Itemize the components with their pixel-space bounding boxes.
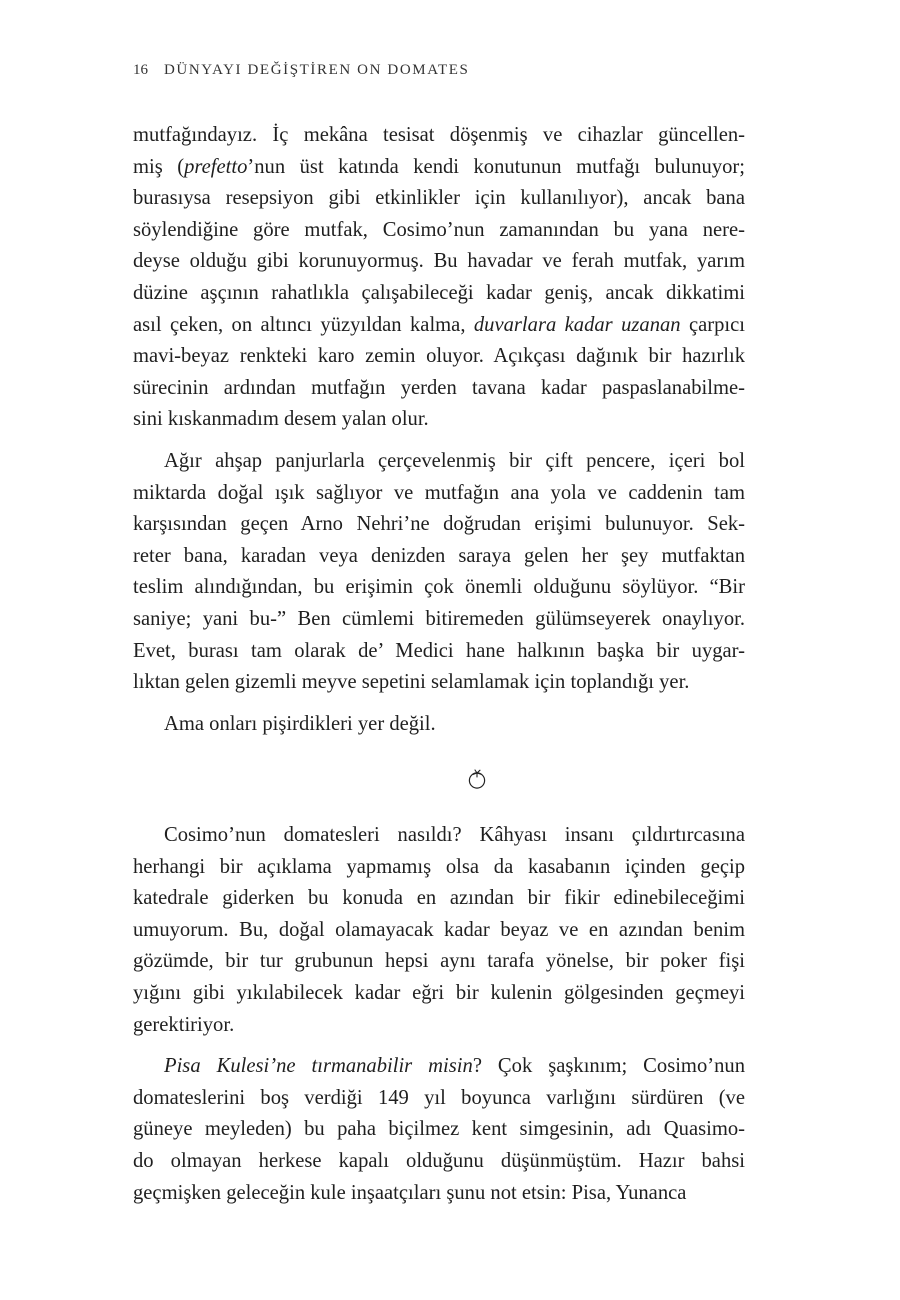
text-run: söylendiğine göre mutfak, Cosimo’nun zamanından bu yana nere-: [133, 218, 745, 241]
text-run: herhangi bir açıklama yapmamış olsa da kasabanın içinden geçip: [133, 855, 745, 878]
text-run: domateslerini boş verdiği 149 yıl boyunca varlığını sürdüren (ve: [133, 1086, 745, 1109]
text-line: [133, 152, 745, 184]
paragraph: [133, 120, 745, 436]
running-title: DÜNYAYI DEĞİŞTİREN ON DOMATES: [164, 62, 470, 78]
text-section-1: [133, 120, 745, 740]
tomato-icon: [467, 768, 487, 790]
text-run: düzine aşçının rahatlıkla çalışabileceği kadar geniş, ancak dikkatimi: [133, 281, 745, 304]
text-line: [133, 1178, 745, 1210]
text-run: teslim alındığından, bu erişimin çok önemli olduğunu söylüyor. “Bir: [133, 576, 745, 599]
text-run: umuyorum. Bu, doğal olamayacak kadar beyaz ve en azından benim: [133, 918, 745, 941]
text-run: sürecinin ardından mutfağın yerden tavana kadar paspaslanabilme-: [133, 376, 745, 399]
italic-text: Pisa Kulesi’ne tırmanabilir misin: [164, 1055, 473, 1078]
text-run: asıl çeken, on altıncı yüzyıldan kalma,: [133, 313, 474, 336]
text-run: do olmayan herkese kapalı olduğunu düşünmüştüm. Hazır bahsi: [133, 1149, 745, 1172]
text-run: katedrale giderken bu konuda en azından bir fikir edinebileceğimi: [133, 887, 745, 910]
text-run: ’nun üst katında kendi konutunun mutfağı bulunuyor;: [247, 155, 745, 178]
text-line: [133, 446, 745, 478]
text-line: [133, 604, 745, 636]
text-run: güneye meyleden) bu paha biçilmez kent simgesinin, adı Quasimo-: [133, 1118, 745, 1141]
text-line: [133, 946, 745, 978]
text-line: [133, 341, 745, 373]
text-line: [133, 1146, 745, 1178]
text-line: [133, 541, 745, 573]
text-run: sini kıskanmadım desem yalan olur.: [133, 408, 429, 431]
text-run: Ama onları pişirdikleri yer değil.: [164, 712, 436, 735]
text-line: [133, 572, 745, 604]
paragraph: [133, 709, 745, 741]
text-line: [133, 478, 745, 510]
text-run: miş (: [133, 155, 185, 178]
text-line: [133, 915, 745, 947]
text-line: [133, 1114, 745, 1146]
text-run: deyse olduğu gibi korunuyormuş. Bu havadar ve ferah mutfak, yarım: [133, 250, 745, 273]
paragraph: [133, 820, 745, 1041]
paragraph: [133, 1051, 745, 1209]
text-line: [133, 1051, 745, 1083]
text-run: burasıysa resepsiyon gibi etkinlikler için kullanılıyor), ancak bana: [133, 187, 745, 210]
text-line: [133, 1010, 745, 1042]
text-line: [133, 373, 745, 405]
text-line: [133, 978, 745, 1010]
italic-text: duvarlara kadar uzanan: [473, 313, 681, 336]
text-run: gerektiriyor.: [133, 1013, 235, 1036]
text-line: [133, 120, 745, 152]
text-line: [133, 709, 745, 741]
text-line: [133, 404, 745, 436]
text-line: [133, 278, 745, 310]
text-line: [133, 1083, 745, 1115]
text-line: [133, 310, 745, 342]
text-run: Evet, burası tam olarak de’ Medici hane halkının başka bir uygar-: [133, 639, 745, 662]
text-line: [133, 183, 745, 215]
running-head: [133, 62, 469, 79]
text-section-2: [133, 820, 745, 1209]
text-run: mavi-beyaz renkteki karo zemin oluyor. Açıkçası dağınık bir hazırlık: [133, 345, 745, 368]
text-line: [133, 246, 745, 278]
text-run: yığını gibi yıkılabilecek kadar eğri bir kulenin gölgesinden geçmeyi: [133, 981, 745, 1004]
text-line: [133, 852, 745, 884]
text-line: [133, 883, 745, 915]
text-run: Cosimo’nun domatesleri nasıldı? Kâhyası insanı çıldırtırcasına: [164, 824, 745, 846]
text-run: miktarda doğal ışık sağlıyor ve mutfağın ana yola ve caddenin tam: [133, 481, 745, 504]
text-line: [133, 215, 745, 247]
text-run: reter bana, karadan veya denizden saraya gelen her şey mutfaktan: [133, 544, 745, 567]
italic-text: prefetto: [184, 155, 248, 178]
text-run: gözümde, bir tur grubunun hepsi aynı tarafa yönelse, bir poker fişi: [133, 950, 745, 973]
page-number: 16: [133, 62, 148, 78]
text-run: ? Çok şaşkınım; Cosimo’nun: [472, 1055, 745, 1078]
text-run: saniye; yani bu-” Ben cümlemi bitiremeden gülümseyerek onaylıyor.: [133, 607, 745, 630]
text-line: [133, 509, 745, 541]
text-line: [133, 820, 745, 852]
text-run: mutfağındayız. İç mekâna tesisat döşenmiş ve cihazlar güncellen-: [133, 124, 745, 146]
paragraph: [133, 446, 745, 699]
text-run: geçmişken geleceğin kule inşaatçıları şunu not etsin: Pisa, Yunanca: [133, 1181, 687, 1204]
text-line: [133, 636, 745, 668]
text-line: [133, 667, 745, 699]
text-run: Ağır ahşap panjurlarla çerçevelenmiş bir çift pencere, içeri bol: [164, 449, 745, 472]
text-run: lıktan gelen gizemli meyve sepetini selamlamak için toplandığı yer.: [133, 671, 690, 694]
text-run: çarpıcı: [680, 313, 745, 336]
text-run: karşısından geçen Arno Nehri’ne doğrudan erişimi bulunuyor. Sek-: [133, 513, 745, 536]
